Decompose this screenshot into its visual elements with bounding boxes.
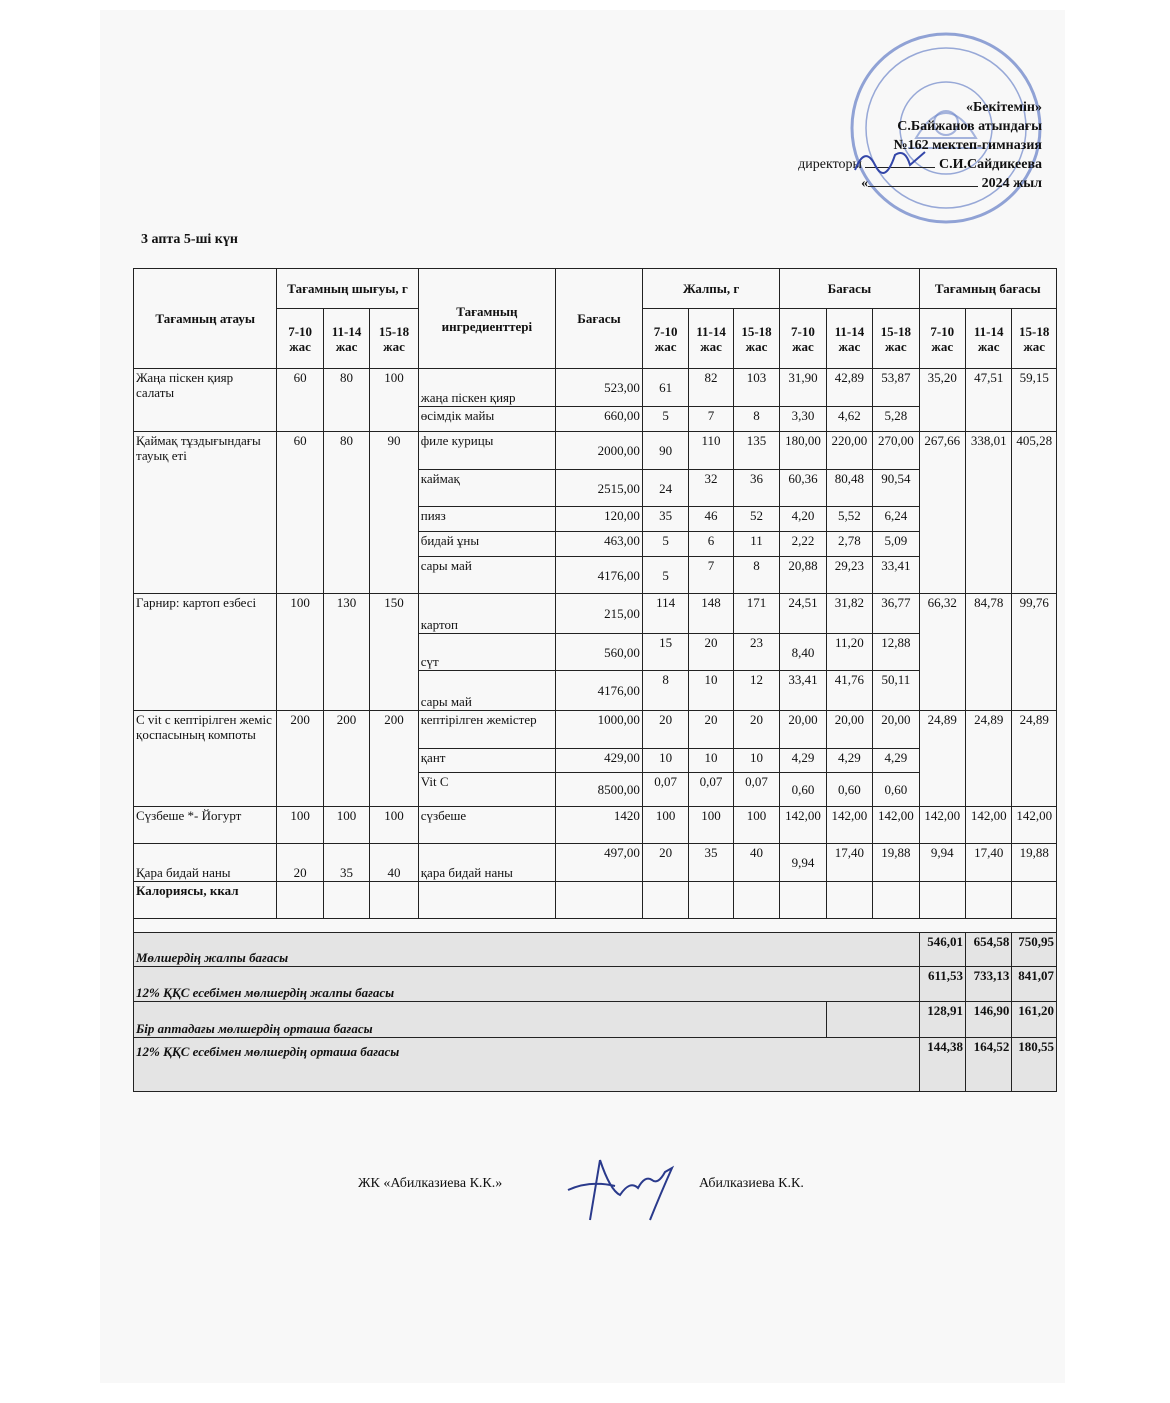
- output-value: 100: [277, 594, 323, 711]
- ingredient: жаңа піскен қияр: [418, 369, 555, 407]
- summary-row: [134, 933, 1057, 967]
- dish-cost-value: 66,32: [919, 594, 965, 711]
- dish-cost-value: 24,89: [965, 711, 1011, 807]
- summary-label: 12% ҚҚС есебімен мөлшердің жалпы бағасы: [134, 967, 920, 1002]
- cost-value: 142,00: [780, 807, 826, 844]
- gross-value: 36: [733, 470, 779, 507]
- gross-value: 35: [689, 844, 733, 882]
- gross-value: 61: [642, 369, 688, 407]
- cost-value: 6,24: [873, 507, 919, 532]
- cost-value: 42,89: [826, 369, 872, 407]
- output-value: 150: [370, 594, 418, 711]
- ingredient: филе курицы: [418, 432, 555, 470]
- dish-name: Қаймақ тұздығындағы тауық еті: [134, 432, 277, 594]
- gross-value: 100: [689, 807, 733, 844]
- summary-value: 128,91: [919, 1002, 965, 1038]
- spacer-row: [134, 919, 1057, 933]
- header-age: 11-14 жас: [965, 309, 1011, 369]
- table-row: [134, 594, 1057, 634]
- cost-value: 50,11: [873, 671, 919, 711]
- summary-value: 841,07: [1012, 967, 1057, 1002]
- output-value: 100: [277, 807, 323, 844]
- cost-value: 2,78: [826, 532, 872, 557]
- gross-value: 110: [689, 432, 733, 470]
- header-age: 7-10 жас: [642, 309, 688, 369]
- summary-value: 146,90: [965, 1002, 1011, 1038]
- date-prefix: «: [861, 176, 869, 191]
- gross-value: 20: [689, 634, 733, 671]
- dish-cost-value: 24,89: [919, 711, 965, 807]
- output-value: 40: [370, 844, 418, 882]
- table-row: [134, 432, 1057, 470]
- cost-value: 9,94: [780, 844, 826, 882]
- header-dish-cost: Тағамның бағасы: [919, 269, 1056, 309]
- approval-line-2: №162 мектеп-гимназия: [893, 138, 1042, 153]
- gross-value: 10: [689, 671, 733, 711]
- dish-cost-value: 19,88: [1012, 844, 1057, 882]
- ingredient: сүт: [418, 634, 555, 671]
- cost-value: 90,54: [873, 470, 919, 507]
- summary-label: Мөлшердің жалпы бағасы: [134, 933, 920, 967]
- dish-name: Сүзбеше *- Йогурт: [134, 807, 277, 844]
- header-age: 11-14 жас: [826, 309, 872, 369]
- gross-value: 5: [642, 557, 688, 594]
- summary-row: [134, 1038, 1057, 1092]
- summary-value: 161,20: [1012, 1002, 1057, 1038]
- output-value: 130: [323, 594, 369, 711]
- gross-value: 7: [689, 557, 733, 594]
- calories-label: Калориясы, ккал: [134, 882, 277, 919]
- dish-cost-value: 405,28: [1012, 432, 1057, 594]
- output-value: 60: [277, 369, 323, 432]
- output-value: 60: [277, 432, 323, 594]
- cost-value: 20,00: [826, 711, 872, 749]
- summary-value: 733,13: [965, 967, 1011, 1002]
- cost-value: 5,52: [826, 507, 872, 532]
- gross-value: 114: [642, 594, 688, 634]
- gross-value: 103: [733, 369, 779, 407]
- summary-value: 750,95: [1012, 933, 1057, 967]
- gross-value: 100: [642, 807, 688, 844]
- header-age: 15-18 жас: [733, 309, 779, 369]
- gross-value: 10: [642, 749, 688, 773]
- header-age: 15-18 жас: [1012, 309, 1057, 369]
- table-row: [134, 369, 1057, 407]
- day-title: 3 апта 5-ші күн: [141, 232, 238, 247]
- cost-value: 180,00: [780, 432, 826, 470]
- output-value: 100: [370, 807, 418, 844]
- dish-name: Жаңа піскен қияр салаты: [134, 369, 277, 432]
- table-row: [134, 711, 1057, 749]
- gross-value: 148: [689, 594, 733, 634]
- cost-value: 4,29: [873, 749, 919, 773]
- gross-value: 8: [642, 671, 688, 711]
- ingredient: қара бидай наны: [418, 844, 555, 882]
- dish-cost-value: 84,78: [965, 594, 1011, 711]
- gross-value: 171: [733, 594, 779, 634]
- gross-value: 15: [642, 634, 688, 671]
- dish-cost-value: 9,94: [919, 844, 965, 882]
- cost-value: 20,00: [780, 711, 826, 749]
- gross-value: 11: [733, 532, 779, 557]
- ingredient: пияз: [418, 507, 555, 532]
- header-age: 7-10 жас: [919, 309, 965, 369]
- header-age: 11-14 жас: [323, 309, 369, 369]
- ingredient-price: 2000,00: [556, 432, 643, 470]
- output-value: 100: [323, 807, 369, 844]
- gross-value: 20: [642, 844, 688, 882]
- cost-value: 31,90: [780, 369, 826, 407]
- ingredient-price: 523,00: [556, 369, 643, 407]
- director-name: С.И.Сайдикеева: [938, 157, 1042, 172]
- gross-value: 35: [642, 507, 688, 532]
- ingredient-price: 497,00: [556, 844, 643, 882]
- cost-value: 5,09: [873, 532, 919, 557]
- cost-value: 12,88: [873, 634, 919, 671]
- summary-value: 180,55: [1012, 1038, 1057, 1092]
- header-price: Бағасы: [556, 269, 643, 369]
- ingredient-price: 1420: [556, 807, 643, 844]
- gross-value: 7: [689, 407, 733, 432]
- gross-value: 90: [642, 432, 688, 470]
- dish-cost-value: 35,20: [919, 369, 965, 432]
- signature-icon: [560, 1150, 700, 1225]
- header-dish-name: Тағамның атауы: [134, 269, 277, 369]
- summary-label: 12% ҚҚС есебімен мөлшердің орташа бағасы: [134, 1038, 920, 1092]
- approval-line-1: С.Байжанов атындағы: [897, 119, 1042, 134]
- cost-value: 80,48: [826, 470, 872, 507]
- dish-cost-value: 267,66: [919, 432, 965, 594]
- director-label: директоры: [798, 157, 862, 172]
- header-age: 11-14 жас: [689, 309, 733, 369]
- ingredient: қант: [418, 749, 555, 773]
- gross-value: 40: [733, 844, 779, 882]
- cost-value: 3,30: [780, 407, 826, 432]
- gross-value: 23: [733, 634, 779, 671]
- calories-row: [134, 882, 1057, 919]
- output-value: 35: [323, 844, 369, 882]
- header-age: 15-18 жас: [370, 309, 418, 369]
- header-gross: Жалпы, г: [642, 269, 779, 309]
- gross-value: 0,07: [689, 773, 733, 807]
- ingredient-price: 1000,00: [556, 711, 643, 749]
- cost-value: 0,60: [826, 773, 872, 807]
- ingredient: каймақ: [418, 470, 555, 507]
- ingredient: картоп: [418, 594, 555, 634]
- cost-value: 24,51: [780, 594, 826, 634]
- ingredient: Vit C: [418, 773, 555, 807]
- ingredient-price: 660,00: [556, 407, 643, 432]
- dish-cost-value: 142,00: [919, 807, 965, 844]
- cost-value: 142,00: [873, 807, 919, 844]
- dish-cost-value: 142,00: [965, 807, 1011, 844]
- summary-value: 546,01: [919, 933, 965, 967]
- cost-value: 5,28: [873, 407, 919, 432]
- ingredient-price: 120,00: [556, 507, 643, 532]
- director-signature-icon: [850, 140, 930, 180]
- dish-cost-value: 338,01: [965, 432, 1011, 594]
- dish-cost-value: 24,89: [1012, 711, 1057, 807]
- header-age: 7-10 жас: [277, 309, 323, 369]
- ingredient: кептірілген жемістер: [418, 711, 555, 749]
- gross-value: 8: [733, 407, 779, 432]
- menu-table: [133, 268, 1057, 1092]
- dish-name: Гарнир: картоп езбесі: [134, 594, 277, 711]
- dish-cost-value: 59,15: [1012, 369, 1057, 432]
- gross-value: 32: [689, 470, 733, 507]
- summary-row: [134, 1002, 1057, 1038]
- ingredient: бидай ұны: [418, 532, 555, 557]
- cost-value: 20,00: [873, 711, 919, 749]
- output-value: 200: [323, 711, 369, 807]
- footer-name: Абилказиева К.К.: [699, 1176, 804, 1191]
- header-cost: Бағасы: [780, 269, 919, 309]
- gross-value: 12: [733, 671, 779, 711]
- cost-value: 220,00: [826, 432, 872, 470]
- cost-value: 11,20: [826, 634, 872, 671]
- output-value: 80: [323, 432, 369, 594]
- output-value: 20: [277, 844, 323, 882]
- dish-cost-value: 99,76: [1012, 594, 1057, 711]
- summary-row: [134, 967, 1057, 1002]
- cost-value: 4,62: [826, 407, 872, 432]
- gross-value: 0,07: [642, 773, 688, 807]
- gross-value: 100: [733, 807, 779, 844]
- gross-value: 82: [689, 369, 733, 407]
- gross-value: 52: [733, 507, 779, 532]
- cost-value: 142,00: [826, 807, 872, 844]
- summary-value: 164,52: [965, 1038, 1011, 1092]
- output-value: 200: [277, 711, 323, 807]
- cost-value: 33,41: [873, 557, 919, 594]
- ingredient-price: 429,00: [556, 749, 643, 773]
- cost-value: 20,88: [780, 557, 826, 594]
- cost-value: 2,22: [780, 532, 826, 557]
- ingredient: өсімдік майы: [418, 407, 555, 432]
- gross-value: 10: [689, 749, 733, 773]
- cost-value: 270,00: [873, 432, 919, 470]
- ingredient-price: 463,00: [556, 532, 643, 557]
- dish-name: C vit с кептірілген жеміс қоспасының компоты: [134, 711, 277, 807]
- output-value: 100: [370, 369, 418, 432]
- cost-value: 60,36: [780, 470, 826, 507]
- cost-value: 19,88: [873, 844, 919, 882]
- cost-value: 17,40: [826, 844, 872, 882]
- dish-cost-value: 47,51: [965, 369, 1011, 432]
- table-row: [134, 807, 1057, 844]
- cost-value: 36,77: [873, 594, 919, 634]
- cost-value: 29,23: [826, 557, 872, 594]
- ingredient-price: 2515,00: [556, 470, 643, 507]
- gross-value: 20: [689, 711, 733, 749]
- footer-company: ЖК «Абилказиева К.К.»: [358, 1176, 503, 1191]
- gross-value: 20: [733, 711, 779, 749]
- cost-value: 41,76: [826, 671, 872, 711]
- gross-value: 5: [642, 407, 688, 432]
- ingredient: сүзбеше: [418, 807, 555, 844]
- ingredient: сары май: [418, 671, 555, 711]
- cost-value: 0,60: [873, 773, 919, 807]
- cost-value: 0,60: [780, 773, 826, 807]
- header-output: Тағамның шығуы, г: [277, 269, 418, 309]
- dish-cost-value: 17,40: [965, 844, 1011, 882]
- gross-value: 20: [642, 711, 688, 749]
- approval-title: «Бекітемін»: [965, 100, 1042, 115]
- ingredient-price: 215,00: [556, 594, 643, 634]
- output-value: 200: [370, 711, 418, 807]
- gross-value: 10: [733, 749, 779, 773]
- dish-name: Қара бидай наны: [134, 844, 277, 882]
- cost-value: 4,20: [780, 507, 826, 532]
- summary-label: Бір аптадағы мөлшердің орташа бағасы: [134, 1002, 827, 1038]
- summary-value: 611,53: [919, 967, 965, 1002]
- cost-value: 33,41: [780, 671, 826, 711]
- cost-value: 31,82: [826, 594, 872, 634]
- gross-value: 46: [689, 507, 733, 532]
- ingredient-price: 8500,00: [556, 773, 643, 807]
- gross-value: 0,07: [733, 773, 779, 807]
- cost-value: 53,87: [873, 369, 919, 407]
- header-age: 7-10 жас: [780, 309, 826, 369]
- header-ingredients: Тағамның ингредиенттері: [418, 269, 555, 369]
- dish-cost-value: 142,00: [1012, 807, 1057, 844]
- cost-value: 4,29: [780, 749, 826, 773]
- gross-value: 5: [642, 532, 688, 557]
- output-value: 90: [370, 432, 418, 594]
- summary-value: 654,58: [965, 933, 1011, 967]
- table-row: [134, 844, 1057, 882]
- gross-value: 8: [733, 557, 779, 594]
- gross-value: 6: [689, 532, 733, 557]
- gross-value: 24: [642, 470, 688, 507]
- ingredient-price: 560,00: [556, 634, 643, 671]
- approval-year: 2024 жыл: [981, 176, 1042, 191]
- gross-value: 135: [733, 432, 779, 470]
- summary-value: 144,38: [919, 1038, 965, 1092]
- output-value: 80: [323, 369, 369, 432]
- cost-value: 4,29: [826, 749, 872, 773]
- ingredient: сары май: [418, 557, 555, 594]
- ingredient-price: 4176,00: [556, 671, 643, 711]
- cost-value: 8,40: [780, 634, 826, 671]
- header-age: 15-18 жас: [873, 309, 919, 369]
- ingredient-price: 4176,00: [556, 557, 643, 594]
